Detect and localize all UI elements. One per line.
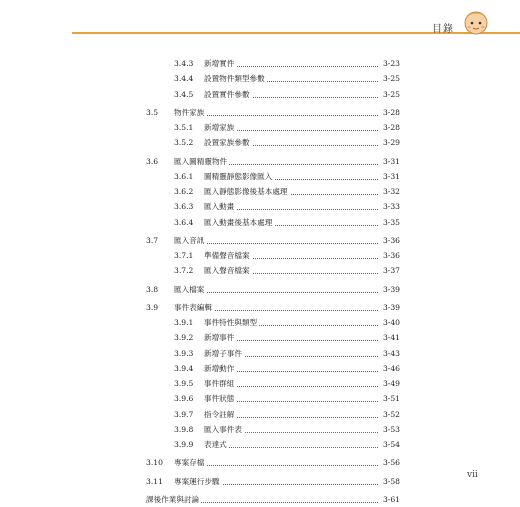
toc-entry-number: 3.11 (146, 476, 163, 486)
toc-entry[interactable] (130, 282, 400, 297)
toc-entry-page: 3-46 (381, 361, 400, 376)
toc-entry[interactable] (130, 233, 400, 248)
toc-entry-page: 3-31 (381, 169, 400, 184)
toc-entry-number: 3.9.6 (174, 394, 194, 404)
toc-entry-page: 3-53 (381, 422, 400, 437)
toc-entry-page: 3-39 (381, 282, 400, 297)
toc-entry[interactable] (130, 215, 400, 230)
toc-entry-title: 設置物件類型參數 (204, 71, 267, 86)
toc-entry[interactable] (130, 184, 400, 199)
toc-entry-number: 3.9.3 (174, 348, 194, 358)
toc-entry[interactable] (130, 199, 400, 214)
toc-entry-number: 3.5.2 (174, 138, 194, 148)
toc-entry-number: 3.9.8 (174, 424, 194, 434)
toc-entry-page: 3-43 (381, 346, 400, 361)
toc-entry-title: 匯入動畫 (204, 199, 236, 214)
toc-entry-page: 3-39 (381, 300, 400, 315)
toc-entry-number: 3.7.1 (174, 251, 194, 260)
toc-entry[interactable] (130, 492, 400, 507)
toc-entry-title: 匯入事件表 (204, 422, 244, 437)
toc-entry[interactable] (130, 263, 400, 278)
toc-entry-page: 3-23 (381, 56, 400, 71)
toc-entry-title: 新增實件 (204, 56, 236, 71)
toc-entry-page: 3-41 (381, 330, 400, 345)
toc-entry[interactable] (130, 248, 400, 263)
toc-entry-title: 匯入圖精靈物件 (174, 154, 229, 169)
toc-entry-page: 3-58 (381, 474, 400, 489)
toc-entry-title: 專案運行步驟 (174, 474, 222, 489)
toc-entry-title: 事件特性與類型 (204, 315, 259, 330)
toc-leader-dots (204, 447, 378, 448)
toc-entry-title: 表達式 (204, 437, 229, 452)
toc-entry-page: 3-25 (381, 71, 400, 86)
toc-entry[interactable] (130, 315, 400, 330)
toc-entry-page: 3-29 (381, 135, 400, 150)
toc-entry-number: 3.6.2 (174, 187, 194, 196)
toc-entry[interactable] (130, 87, 400, 102)
toc-entry-number: 3.9.2 (174, 333, 194, 343)
toc-entry-number: 3.7.2 (174, 266, 194, 276)
page-number: vii (467, 470, 478, 480)
toc-entry[interactable] (130, 391, 400, 406)
toc-entry-number: 3.7 (146, 235, 159, 245)
table-of-contents (130, 56, 400, 507)
toc-entry-number: 3.8 (146, 284, 159, 294)
toc-entry[interactable] (130, 56, 400, 71)
toc-entry-title: 物件家族 (174, 105, 206, 120)
toc-entry-title: 事件群組 (204, 376, 236, 391)
toc-entry[interactable] (130, 105, 400, 120)
toc-entry-number: 3.4.3 (174, 59, 194, 68)
toc-entry-title: 匯入動畫後基本處理 (204, 215, 274, 230)
toc-entry-number: 3.5.1 (174, 123, 194, 132)
toc-entry-title: 匯入音訊 (174, 233, 206, 248)
toc-entry-page: 3-35 (381, 215, 400, 230)
toc-entry[interactable] (130, 71, 400, 86)
toc-entry-title: 匯入靜態影像後基本處理 (204, 184, 290, 199)
toc-entry-page: 3-52 (381, 407, 400, 422)
toc-entry-number: 3.9.7 (174, 409, 194, 419)
toc-entry-title: 新增動作 (204, 361, 236, 376)
toc-entry-title: 設置家族參數 (204, 135, 252, 150)
toc-entry-title: 匯入聲音檔案 (204, 263, 252, 278)
toc-entry-number: 3.10 (146, 458, 163, 468)
toc-entry[interactable] (130, 422, 400, 437)
toc-entry-title: 專案存檔 (174, 455, 206, 470)
toc-entry-number: 3.5 (146, 107, 159, 117)
toc-entry[interactable] (130, 169, 400, 184)
toc-entry-number: 3.9.4 (174, 363, 194, 373)
toc-entry-page: 3-28 (381, 105, 400, 120)
toc-entry-page: 3-31 (381, 154, 400, 169)
header-label: 目錄 (432, 24, 454, 35)
toc-entry-title: 事件表編輯 (174, 300, 214, 315)
toc-entry[interactable] (130, 361, 400, 376)
toc-entry-number: 3.4.5 (174, 89, 194, 99)
toc-entry-page: 3-36 (381, 233, 400, 248)
toc-entry-page: 3-61 (381, 492, 400, 507)
toc-entry-page: 3-28 (381, 120, 400, 135)
toc-entry-page: 3-40 (381, 315, 400, 330)
toc-entry-page: 3-33 (381, 199, 400, 214)
toc-entry-title: 課後作業與討論 (146, 492, 201, 507)
toc-entry-number: 3.6.1 (174, 171, 194, 181)
toc-entry-page: 3-25 (381, 87, 400, 102)
toc-entry[interactable] (130, 135, 400, 150)
toc-entry[interactable] (130, 330, 400, 345)
toc-entry-title: 新增事件 (204, 330, 236, 345)
toc-entry-title: 事件狀態 (204, 391, 236, 406)
toc-entry-title: 新增子事件 (204, 346, 244, 361)
toc-entry-page: 3-32 (381, 184, 400, 199)
toc-entry-number: 3.9.1 (174, 318, 194, 327)
toc-entry-page: 3-49 (381, 376, 400, 391)
toc-entry-page: 3-51 (381, 391, 400, 406)
toc-entry-number: 3.9.9 (174, 440, 194, 449)
toc-entry[interactable] (130, 474, 400, 489)
toc-entry[interactable] (130, 376, 400, 391)
toc-entry-number: 3.6 (146, 156, 159, 166)
toc-entry-page: 3-54 (381, 437, 400, 452)
toc-entry[interactable] (130, 154, 400, 169)
toc-entry-title: 圖精靈靜態影像匯入 (204, 169, 274, 184)
toc-entry-number: 3.4.4 (174, 74, 194, 84)
toc-entry-title: 準備聲音檔案 (204, 248, 252, 263)
toc-entry-number: 3.6.4 (174, 217, 194, 227)
toc-entry-number: 3.6.3 (174, 202, 194, 212)
toc-entry-title: 指令註解 (204, 407, 236, 422)
toc-entry[interactable] (130, 455, 400, 470)
toc-entry[interactable] (130, 407, 400, 422)
toc-entry[interactable] (130, 437, 400, 452)
toc-entry-page: 3-37 (381, 263, 400, 278)
toc-entry-number: 3.9.5 (174, 379, 194, 388)
toc-entry[interactable] (130, 120, 400, 135)
toc-entry[interactable] (130, 300, 400, 315)
toc-entry-page: 3-36 (381, 248, 400, 263)
toc-entry-title: 匯入檔案 (174, 282, 206, 297)
toc-entry[interactable] (130, 346, 400, 361)
toc-entry-page: 3-56 (381, 455, 400, 470)
toc-entry-title: 設置實件參數 (204, 87, 252, 102)
baby-mascot-icon (458, 8, 494, 38)
toc-entry-title: 新增家族 (204, 120, 236, 135)
toc-entry-number: 3.9 (146, 302, 159, 312)
